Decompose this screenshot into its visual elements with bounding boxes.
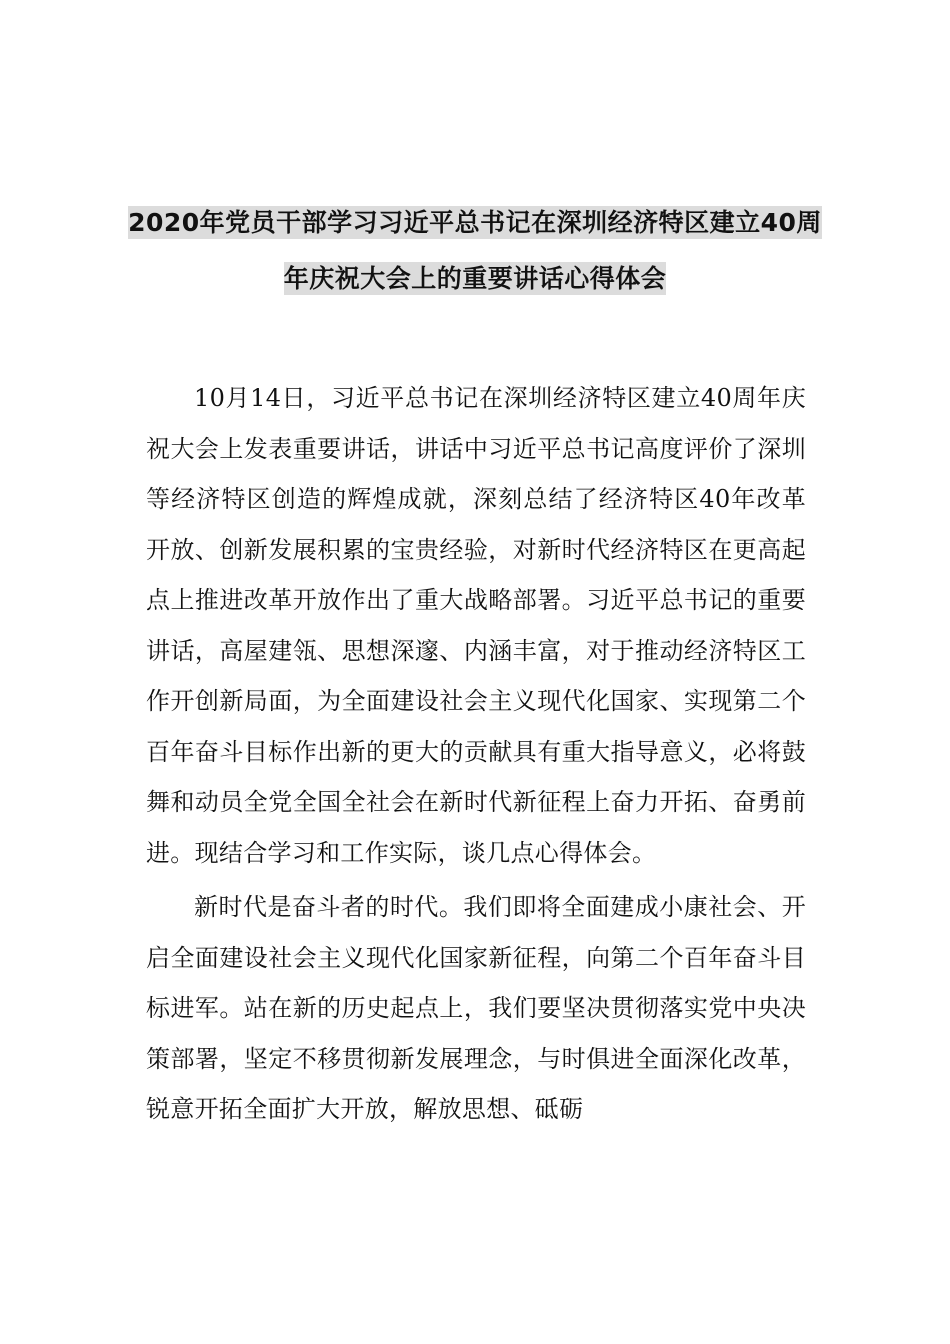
paragraph-1: 10月14日，习近平总书记在深圳经济特区建立40周年庆祝大会上发表重要讲话，讲话中习近平总书记高度评价了深圳等经济特区创造的辉煌成就，深刻总结了经济特区40年改革开放、创新发展积累的宝贵经验，对新时代经济特区在更高起点上推进改革开放作出了重大战略部署。习近平总书记的重要讲话，高屋建瓴、思想深邃、内涵丰富，对于推动经济特区工作开创新局面，为全面建设社会主义现代化国家、实现第二个百年奋斗目标作出新的更大的贡献具有重大指导意义，必将鼓舞和动员全党全国全社会在新时代新征程上奋力开拓、奋勇前进。现结合学习和工作实际，谈几点心得体会。 bbox=[146, 384, 806, 867]
document-body bbox=[146, 373, 806, 1135]
paragraph-2: 新时代是奋斗者的时代。我们即将全面建成小康社会、开启全面建设社会主义现代化国家新征程，向第二个百年奋斗目标进军。站在新的历史起点上，我们要坚决贯彻落实党中央决策部署，坚定不移贯彻新发展理念，与时俱进全面深化改革，锐意开拓全面扩大开放，解放思想、砥砺 bbox=[146, 893, 806, 1123]
title-line-1 bbox=[110, 204, 840, 242]
title-line-2 bbox=[110, 260, 840, 298]
title-line-1-text: 2020年党员干部学习习近平总书记在深圳经济特区建立40周 bbox=[128, 208, 822, 237]
document-title bbox=[110, 204, 840, 298]
title-line-2-text: 年庆祝大会上的重要讲话心得体会 bbox=[283, 264, 667, 293]
